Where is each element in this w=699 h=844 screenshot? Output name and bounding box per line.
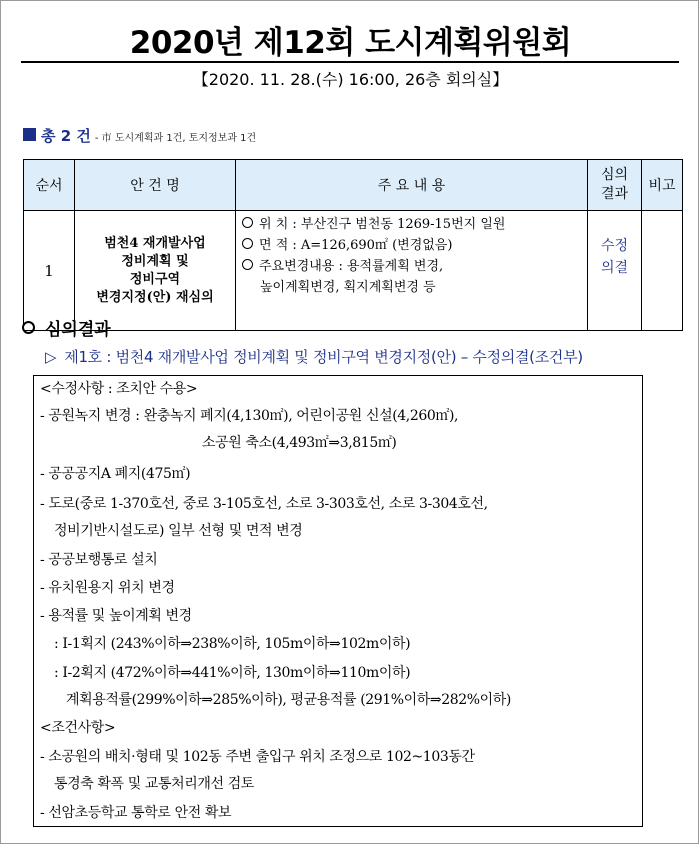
content-text: 위 치 : 부산진구 범천동 1269-15번지 일원 xyxy=(259,217,506,232)
decision-text: 제1호 : 범천4 재개발사업 정비계획 및 정비구역 변경지정(안) – 수정의결(조건부) xyxy=(64,348,583,366)
row-item-title xyxy=(75,211,236,331)
detail-line: - 공공보행통로 설치 xyxy=(40,552,158,568)
detail-line: - 도로(중로 1-370호선, 중로 3-105호선, 소로 3-303호선, 소로 3-304호선, xyxy=(40,496,488,512)
content-line-area xyxy=(242,235,581,256)
detail-line: - 용적률 및 높이계획 변경 xyxy=(40,608,192,624)
detail-line: - 유치원용지 위치 변경 xyxy=(40,580,175,596)
result-line: 의결 xyxy=(600,260,629,276)
item-line: 범천4 재개발사업 xyxy=(104,235,206,251)
table-row xyxy=(24,211,683,331)
summary-note: - 市 도시계획과 1건, 토지정보과 1건 xyxy=(94,133,257,144)
content-line-location xyxy=(242,214,581,235)
details-box xyxy=(33,375,643,827)
circle-bullet-icon xyxy=(22,321,35,334)
section-heading xyxy=(22,315,111,340)
circle-bullet-icon xyxy=(242,238,253,249)
header-item: 안 건 명 xyxy=(75,160,236,211)
detail-line: - 선암초등학교 통학로 안전 확보 xyxy=(40,805,232,821)
section-heading-text: 심의결과 xyxy=(45,320,111,340)
detail-line: : Ⅰ-2획지 (472%이하⇒441%이하, 130m이하⇒110m이하) xyxy=(54,665,411,681)
triangle-right-icon: ▷ xyxy=(45,348,57,366)
detail-line: 통경축 확폭 및 교통처리개선 검토 xyxy=(54,776,254,792)
document-title: 2020년 제12회 도시계획위원회 xyxy=(129,25,572,61)
table-header-row xyxy=(24,160,683,211)
summary-label: 총 2 건 xyxy=(41,127,91,145)
detail-line: - 소공원의 배치·형태 및 102동 주변 출입구 위치 조정으로 102~103동간 xyxy=(40,749,475,765)
header-remarks: 비고 xyxy=(642,160,683,211)
content-text: 면 적 : A=126,690㎡ (변경없음) xyxy=(259,238,453,253)
header-result-line-2: 결과 xyxy=(600,186,629,202)
detail-line: - 공공공지A 폐지(475㎡) xyxy=(40,466,191,482)
circle-bullet-icon xyxy=(242,259,253,270)
detail-line: - 공원녹지 변경 : 완충녹지 폐지(4,130㎡), 어린이공원 신설(4,260㎡), xyxy=(40,408,459,424)
item-line: 정비계획 및 xyxy=(121,253,189,269)
circle-bullet-icon xyxy=(242,217,253,228)
header-seq: 순서 xyxy=(24,160,75,211)
meeting-info: 【2020. 11. 28.(수) 16:00, 26층 회의실】 xyxy=(192,70,509,89)
content-text: 주요변경내용 : 용적률계획 변경, xyxy=(259,259,444,274)
row-result xyxy=(588,211,642,331)
detail-line: 계획용적률(299%이하⇒285%이하), 평균용적률 (291%이하⇒282%이하) xyxy=(66,692,511,708)
detail-line: <수정사항 : 조치안 수용> xyxy=(40,381,198,397)
content-line-changes xyxy=(242,256,581,277)
item-line: 정비구역 xyxy=(129,271,181,287)
detail-line: <조건사항> xyxy=(40,720,116,736)
row-seq: 1 xyxy=(24,211,75,331)
row-content xyxy=(236,211,588,331)
decision-line xyxy=(45,346,583,367)
header-result xyxy=(588,160,642,211)
result-line: 수정 xyxy=(600,238,629,254)
detail-line: 정비기반시설도로) 일부 선형 및 면적 변경 xyxy=(54,523,303,539)
agenda-summary xyxy=(23,125,256,146)
square-bullet-icon xyxy=(23,128,36,141)
title-underline xyxy=(21,61,679,63)
agenda-table xyxy=(23,159,683,331)
item-line: 변경지정(안) 재심의 xyxy=(96,289,214,305)
header-content: 주 요 내 용 xyxy=(236,160,588,211)
header-result-line-1: 심의 xyxy=(600,167,629,183)
content-line-changes-cont: 높이계획변경, 획지계획변경 등 xyxy=(260,280,436,295)
detail-line: : Ⅰ-1획지 (243%이하⇒238%이하, 105m이하⇒102m이하) xyxy=(54,636,411,652)
detail-line: 소공원 축소(4,493㎡⇒3,815㎡) xyxy=(202,435,397,451)
row-remarks xyxy=(642,211,683,331)
